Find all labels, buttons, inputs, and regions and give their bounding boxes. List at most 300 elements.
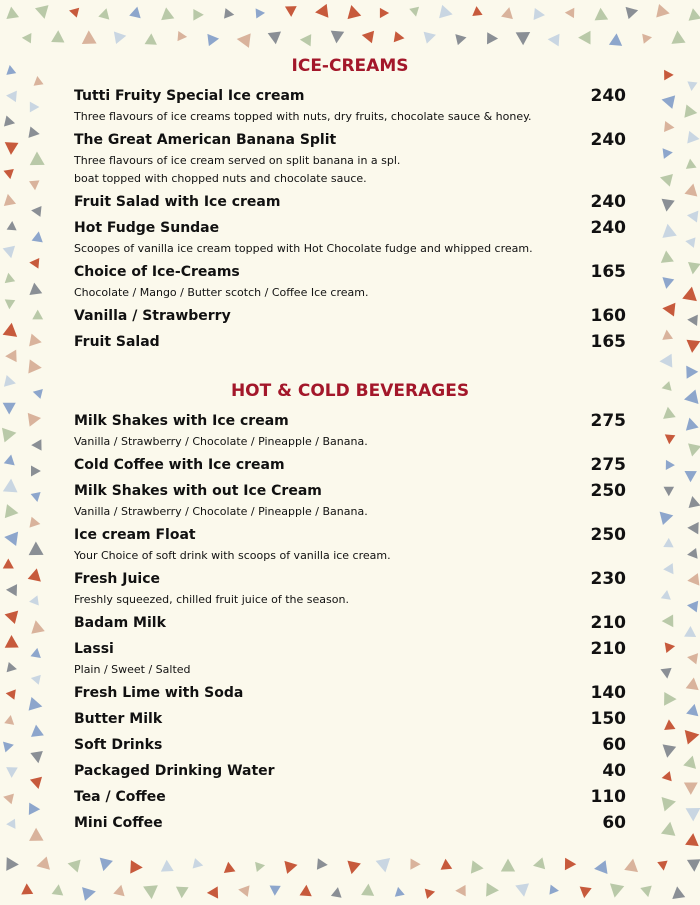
confetti-triangle bbox=[664, 434, 675, 444]
item-price: 250 bbox=[590, 525, 626, 545]
confetti-triangle bbox=[686, 703, 700, 717]
confetti-triangle bbox=[236, 32, 251, 48]
confetti-triangle bbox=[237, 884, 249, 897]
confetti-triangle bbox=[686, 262, 700, 275]
confetti-triangle bbox=[29, 334, 43, 349]
confetti-triangle bbox=[30, 777, 45, 791]
confetti-triangle bbox=[3, 739, 15, 752]
confetti-triangle bbox=[686, 443, 700, 458]
confetti-triangle bbox=[685, 340, 700, 354]
confetti-triangle bbox=[663, 563, 674, 575]
confetti-triangle bbox=[664, 70, 674, 81]
confetti-triangle bbox=[687, 131, 700, 145]
confetti-triangle bbox=[32, 75, 43, 85]
item-name: The Great American Banana Split bbox=[74, 132, 337, 148]
confetti-triangle bbox=[31, 439, 41, 451]
item-price: 140 bbox=[590, 683, 626, 703]
menu-item-row bbox=[74, 639, 626, 660]
confetti-triangle bbox=[439, 5, 454, 21]
menu-item bbox=[74, 683, 626, 704]
item-name: Lassi bbox=[74, 641, 114, 657]
item-price: 60 bbox=[602, 735, 626, 755]
confetti-triangle bbox=[683, 754, 699, 769]
confetti-triangle bbox=[660, 277, 674, 290]
confetti-triangle bbox=[314, 4, 328, 19]
confetti-triangle bbox=[31, 205, 42, 217]
confetti-triangle bbox=[686, 599, 698, 612]
item-name: Milk Shakes with out Ice Cream bbox=[74, 483, 322, 499]
confetti-triangle bbox=[331, 886, 343, 897]
menu-item bbox=[74, 455, 626, 476]
menu-item-row bbox=[74, 569, 626, 590]
confetti-triangle bbox=[31, 466, 41, 477]
confetti-triangle bbox=[345, 861, 361, 876]
menu-item-row bbox=[74, 787, 626, 808]
confetti-triangle bbox=[4, 714, 15, 725]
confetti-triangle bbox=[130, 860, 143, 874]
confetti-triangle bbox=[663, 538, 674, 548]
confetti-triangle bbox=[2, 791, 14, 804]
menu-item-row bbox=[74, 86, 626, 107]
confetti-triangle bbox=[6, 584, 17, 597]
confetti-triangle bbox=[5, 688, 16, 700]
confetti-triangle bbox=[145, 33, 158, 45]
confetti-triangle bbox=[51, 30, 65, 42]
confetti-triangle bbox=[671, 885, 686, 899]
confetti-triangle bbox=[594, 7, 608, 20]
confetti-triangle bbox=[222, 861, 235, 873]
confetti-triangle bbox=[29, 619, 45, 634]
confetti-triangle bbox=[661, 821, 677, 836]
confetti-triangle bbox=[29, 257, 39, 268]
menu-item bbox=[74, 787, 626, 808]
confetti-triangle bbox=[471, 860, 485, 875]
menu-item-row bbox=[74, 455, 626, 476]
menu-item-row bbox=[74, 130, 626, 151]
confetti-triangle bbox=[685, 727, 700, 744]
confetti-triangle bbox=[660, 744, 676, 759]
confetti-triangle bbox=[113, 883, 127, 896]
menu-item bbox=[74, 525, 626, 564]
confetti-triangle bbox=[532, 857, 546, 871]
confetti-triangle bbox=[32, 387, 43, 399]
item-price: 230 bbox=[590, 569, 626, 589]
item-name: Tea / Coffee bbox=[74, 789, 166, 805]
confetti-triangle bbox=[4, 453, 17, 465]
confetti-triangle bbox=[28, 567, 44, 582]
item-name: Mini Coffee bbox=[74, 815, 163, 831]
confetti-triangle bbox=[663, 719, 675, 730]
menu-item bbox=[74, 192, 626, 213]
confetti-triangle bbox=[425, 887, 437, 899]
confetti-triangle bbox=[6, 767, 18, 778]
confetti-triangle bbox=[3, 169, 15, 180]
confetti-triangle bbox=[29, 697, 44, 713]
confetti-triangle bbox=[666, 460, 675, 470]
confetti-triangle bbox=[662, 406, 676, 419]
confetti-triangle bbox=[685, 832, 700, 846]
confetti-triangle bbox=[682, 285, 699, 301]
confetti-triangle bbox=[664, 692, 677, 706]
menu-item bbox=[74, 709, 626, 730]
confetti-triangle bbox=[361, 883, 375, 896]
confetti-triangle bbox=[30, 673, 41, 685]
confetti-triangle bbox=[29, 517, 41, 530]
confetti-triangle bbox=[4, 299, 15, 309]
confetti-triangle bbox=[4, 116, 16, 129]
menu-item bbox=[74, 613, 626, 634]
confetti-triangle bbox=[30, 647, 42, 658]
confetti-triangle bbox=[4, 635, 18, 648]
confetti-triangle bbox=[661, 329, 673, 340]
confetti-triangle bbox=[193, 858, 205, 871]
confetti-triangle bbox=[3, 530, 18, 546]
confetti-triangle bbox=[21, 883, 34, 894]
item-name: Butter Milk bbox=[74, 711, 163, 727]
confetti-triangle bbox=[207, 886, 218, 899]
confetti-triangle bbox=[114, 30, 127, 45]
item-name: Tutti Fruity Special Ice cream bbox=[74, 88, 305, 104]
confetti-triangle bbox=[684, 626, 696, 637]
confetti-triangle bbox=[98, 7, 112, 20]
confetti-triangle bbox=[501, 859, 515, 872]
item-price: 165 bbox=[590, 262, 626, 282]
confetti-triangle bbox=[380, 8, 389, 18]
confetti-triangle bbox=[177, 31, 187, 42]
confetti-triangle bbox=[660, 199, 675, 213]
confetti-triangle bbox=[684, 236, 695, 248]
confetti-triangle bbox=[515, 883, 531, 898]
menu-item-row bbox=[74, 709, 626, 730]
confetti-triangle bbox=[6, 90, 17, 102]
confetti-triangle bbox=[68, 5, 79, 17]
confetti-triangle bbox=[665, 641, 676, 653]
item-price: 275 bbox=[590, 455, 626, 475]
section-beverages bbox=[74, 379, 626, 834]
confetti-triangle bbox=[684, 182, 699, 196]
confetti-triangle bbox=[686, 81, 697, 91]
confetti-triangle bbox=[344, 3, 361, 19]
item-name: Ice cream Float bbox=[74, 527, 196, 543]
item-name: Fresh Lime with Soda bbox=[74, 685, 244, 701]
confetti-triangle bbox=[5, 64, 16, 75]
item-description: Vanilla / Strawberry / Chocolate / Pineapple / Banana. bbox=[74, 505, 368, 518]
menu-item bbox=[74, 411, 626, 450]
confetti-triangle bbox=[687, 522, 699, 535]
confetti-triangle bbox=[32, 310, 43, 320]
confetti-triangle bbox=[661, 771, 672, 783]
confetti-triangle bbox=[284, 858, 298, 874]
confetti-triangle bbox=[670, 30, 685, 44]
confetti-triangle bbox=[578, 886, 592, 899]
confetti-triangle bbox=[22, 33, 32, 44]
item-description: Three flavours of ice cream served on split banana in a spl. bbox=[74, 154, 401, 167]
item-name: Vanilla / Strawberry bbox=[74, 308, 231, 324]
confetti-triangle bbox=[684, 782, 698, 794]
menu-item bbox=[74, 332, 626, 353]
confetti-triangle bbox=[160, 7, 175, 21]
item-price: 210 bbox=[590, 613, 626, 633]
confetti-triangle bbox=[255, 860, 266, 872]
confetti-triangle bbox=[440, 858, 453, 869]
menu-item bbox=[74, 735, 626, 756]
item-description: Vanilla / Strawberry / Chocolate / Pineapple / Banana. bbox=[74, 435, 368, 448]
confetti-triangle bbox=[662, 301, 676, 316]
confetti-triangle bbox=[607, 883, 624, 899]
confetti-triangle bbox=[642, 32, 653, 43]
confetti-triangle bbox=[685, 158, 697, 169]
item-name: Cold Coffee with Ice cream bbox=[74, 457, 285, 473]
confetti-triangle bbox=[28, 411, 42, 426]
menu-item-row bbox=[74, 218, 626, 239]
confetti-triangle bbox=[30, 724, 44, 737]
item-name: Fruit Salad with Ice cream bbox=[74, 194, 281, 210]
confetti-triangle bbox=[664, 487, 675, 497]
confetti-triangle bbox=[28, 541, 43, 555]
confetti-triangle bbox=[660, 668, 672, 679]
confetti-triangle bbox=[269, 886, 281, 896]
confetti-triangle bbox=[3, 322, 19, 337]
item-price: 110 bbox=[590, 787, 626, 807]
item-price: 210 bbox=[590, 639, 626, 659]
confetti-triangle bbox=[35, 857, 50, 873]
confetti-triangle bbox=[6, 857, 19, 871]
item-description: Plain / Sweet / Salted bbox=[74, 663, 191, 676]
menu-item bbox=[74, 639, 626, 678]
menu-item bbox=[74, 262, 626, 301]
item-description: Chocolate / Mango / Butter scotch / Coffee Ice cream. bbox=[74, 286, 369, 299]
confetti-triangle bbox=[487, 32, 498, 44]
confetti-triangle bbox=[684, 105, 698, 120]
item-price: 240 bbox=[590, 86, 626, 106]
confetti-triangle bbox=[3, 558, 14, 568]
confetti-triangle bbox=[565, 858, 576, 871]
confetti-triangle bbox=[256, 8, 266, 19]
confetti-triangle bbox=[658, 171, 673, 186]
confetti-triangle bbox=[455, 32, 467, 45]
item-description: Three flavours of ice creams topped with nuts, dry fruits, chocolate sauce & honey. bbox=[74, 110, 532, 123]
menu-item bbox=[74, 86, 626, 125]
confetti-triangle bbox=[684, 471, 697, 482]
confetti-triangle bbox=[686, 209, 698, 222]
item-price: 165 bbox=[590, 332, 626, 352]
menu-item bbox=[74, 130, 626, 187]
confetti-triangle bbox=[686, 808, 700, 822]
confetti-triangle bbox=[32, 231, 45, 243]
section-ice-creams bbox=[74, 54, 626, 353]
confetti-triangle bbox=[393, 886, 405, 897]
confetti-triangle bbox=[656, 4, 671, 20]
item-price: 160 bbox=[590, 306, 626, 326]
confetti-triangle bbox=[410, 858, 420, 869]
menu-item-row bbox=[74, 411, 626, 432]
confetti-triangle bbox=[687, 859, 700, 872]
menu-item-row bbox=[74, 613, 626, 634]
confetti-triangle bbox=[686, 548, 697, 560]
confetti-triangle bbox=[28, 282, 42, 295]
confetti-triangle bbox=[626, 4, 640, 19]
item-name: Hot Fudge Sundae bbox=[74, 220, 220, 236]
menu-item bbox=[74, 481, 626, 520]
confetti-triangle bbox=[66, 857, 80, 872]
item-price: 60 bbox=[602, 813, 626, 833]
confetti-triangle bbox=[29, 803, 41, 816]
item-description: Scoopes of vanilla ice cream topped with Hot Chocolate fudge and whipped cream. bbox=[74, 242, 533, 255]
confetti-triangle bbox=[624, 858, 640, 873]
item-name: Fruit Salad bbox=[74, 334, 160, 350]
menu-item-row bbox=[74, 683, 626, 704]
confetti-triangle bbox=[683, 416, 699, 431]
confetti-triangle bbox=[686, 651, 698, 664]
confetti-triangle bbox=[5, 6, 19, 19]
menu-item bbox=[74, 218, 626, 257]
item-name: Choice of Ice-Creams bbox=[74, 264, 240, 280]
item-name: Fresh Juice bbox=[74, 571, 161, 587]
confetti-triangle bbox=[4, 142, 18, 155]
item-price: 250 bbox=[590, 481, 626, 501]
menu-item bbox=[74, 569, 626, 608]
menu-item-row bbox=[74, 735, 626, 756]
confetti-triangle bbox=[609, 33, 623, 46]
section-title: HOT & COLD BEVERAGES bbox=[230, 381, 470, 401]
confetti-triangle bbox=[207, 33, 219, 47]
confetti-triangle bbox=[664, 121, 675, 133]
confetti-triangle bbox=[640, 886, 654, 899]
confetti-triangle bbox=[376, 858, 393, 874]
confetti-triangle bbox=[3, 478, 19, 492]
confetti-triangle bbox=[82, 884, 97, 900]
item-price: 240 bbox=[590, 218, 626, 238]
confetti-triangle bbox=[424, 29, 438, 44]
confetti-triangle bbox=[565, 7, 575, 18]
confetti-triangle bbox=[660, 250, 674, 263]
confetti-triangle bbox=[501, 6, 515, 19]
confetti-triangle bbox=[7, 662, 18, 674]
confetti-triangle bbox=[662, 794, 678, 811]
menu-item-row bbox=[74, 813, 626, 834]
confetti-triangle bbox=[516, 32, 531, 45]
confetti-triangle bbox=[549, 885, 559, 896]
menu-item-row bbox=[74, 761, 626, 782]
confetti-triangle bbox=[660, 381, 671, 393]
confetti-triangle bbox=[7, 221, 18, 231]
confetti-triangle bbox=[29, 151, 44, 165]
item-price: 275 bbox=[590, 411, 626, 431]
confetti-triangle bbox=[193, 9, 203, 21]
confetti-triangle bbox=[660, 223, 676, 238]
confetti-triangle bbox=[35, 5, 51, 20]
menu-item-row bbox=[74, 525, 626, 546]
confetti-triangle bbox=[547, 33, 559, 46]
confetti-triangle bbox=[660, 509, 675, 525]
menu-item bbox=[74, 813, 626, 834]
confetti-triangle bbox=[81, 30, 96, 44]
confetti-triangle bbox=[578, 31, 590, 45]
confetti-triangle bbox=[3, 246, 18, 260]
confetti-triangle bbox=[97, 858, 113, 873]
item-description: Your Choice of soft drink with scoops of vanilla ice cream. bbox=[74, 549, 391, 562]
confetti-triangle bbox=[268, 31, 283, 45]
menu-item-row bbox=[74, 192, 626, 213]
confetti-triangle bbox=[686, 365, 698, 379]
confetti-triangle bbox=[686, 495, 700, 508]
confetti-triangle bbox=[662, 615, 674, 628]
menu-item-row bbox=[74, 306, 626, 327]
confetti-triangle bbox=[31, 492, 43, 503]
confetti-triangle bbox=[3, 272, 15, 283]
item-name: Soft Drinks bbox=[74, 737, 163, 753]
menu-page bbox=[74, 54, 626, 839]
confetti-triangle bbox=[29, 828, 44, 841]
confetti-triangle bbox=[657, 861, 669, 872]
item-price: 40 bbox=[602, 761, 626, 781]
confetti-triangle bbox=[6, 819, 16, 830]
confetti-triangle bbox=[455, 885, 466, 897]
confetti-triangle bbox=[686, 677, 700, 691]
confetti-triangle bbox=[30, 102, 40, 113]
confetti-triangle bbox=[687, 7, 700, 21]
menu-item-row bbox=[74, 332, 626, 353]
confetti-triangle bbox=[2, 425, 18, 442]
confetti-triangle bbox=[3, 403, 16, 415]
confetti-triangle bbox=[659, 354, 672, 369]
confetti-triangle bbox=[687, 573, 700, 587]
confetti-triangle bbox=[593, 860, 607, 876]
confetti-triangle bbox=[687, 314, 698, 326]
item-price: 240 bbox=[590, 130, 626, 150]
confetti-triangle bbox=[30, 751, 44, 764]
confetti-triangle bbox=[285, 6, 297, 17]
confetti-triangle bbox=[28, 126, 40, 139]
menu-item bbox=[74, 306, 626, 327]
item-description: Freshly squeezed, chilled fruit juice of the season. bbox=[74, 593, 349, 606]
section-title: ICE-CREAMS bbox=[291, 56, 409, 76]
menu-item-row bbox=[74, 262, 626, 283]
item-name: Packaged Drinking Water bbox=[74, 763, 275, 779]
confetti-triangle bbox=[160, 859, 173, 871]
confetti-triangle bbox=[143, 885, 159, 900]
confetti-triangle bbox=[394, 31, 406, 44]
confetti-triangle bbox=[663, 147, 674, 159]
confetti-triangle bbox=[28, 595, 38, 606]
menu-item-row bbox=[74, 481, 626, 502]
confetti-triangle bbox=[300, 34, 312, 47]
item-description: boat topped with chopped nuts and chocolate sauce. bbox=[74, 172, 367, 185]
confetti-triangle bbox=[300, 884, 313, 896]
confetti-triangle bbox=[4, 375, 17, 389]
confetti-triangle bbox=[660, 93, 675, 109]
item-price: 150 bbox=[590, 709, 626, 729]
confetti-triangle bbox=[330, 31, 345, 44]
confetti-triangle bbox=[3, 608, 18, 624]
confetti-triangle bbox=[409, 7, 421, 18]
confetti-triangle bbox=[52, 884, 65, 896]
confetti-triangle bbox=[129, 5, 143, 18]
confetti-triangle bbox=[2, 193, 16, 206]
confetti-triangle bbox=[28, 359, 42, 374]
confetti-triangle bbox=[175, 887, 188, 899]
confetti-triangle bbox=[661, 589, 672, 599]
confetti-triangle bbox=[29, 180, 40, 190]
item-name: Milk Shakes with Ice cream bbox=[74, 413, 289, 429]
confetti-triangle bbox=[5, 504, 20, 520]
item-price: 240 bbox=[590, 192, 626, 212]
confetti-triangle bbox=[317, 858, 328, 870]
confetti-triangle bbox=[361, 29, 374, 43]
confetti-triangle bbox=[486, 883, 499, 898]
confetti-triangle bbox=[224, 8, 235, 20]
menu-item bbox=[74, 761, 626, 782]
